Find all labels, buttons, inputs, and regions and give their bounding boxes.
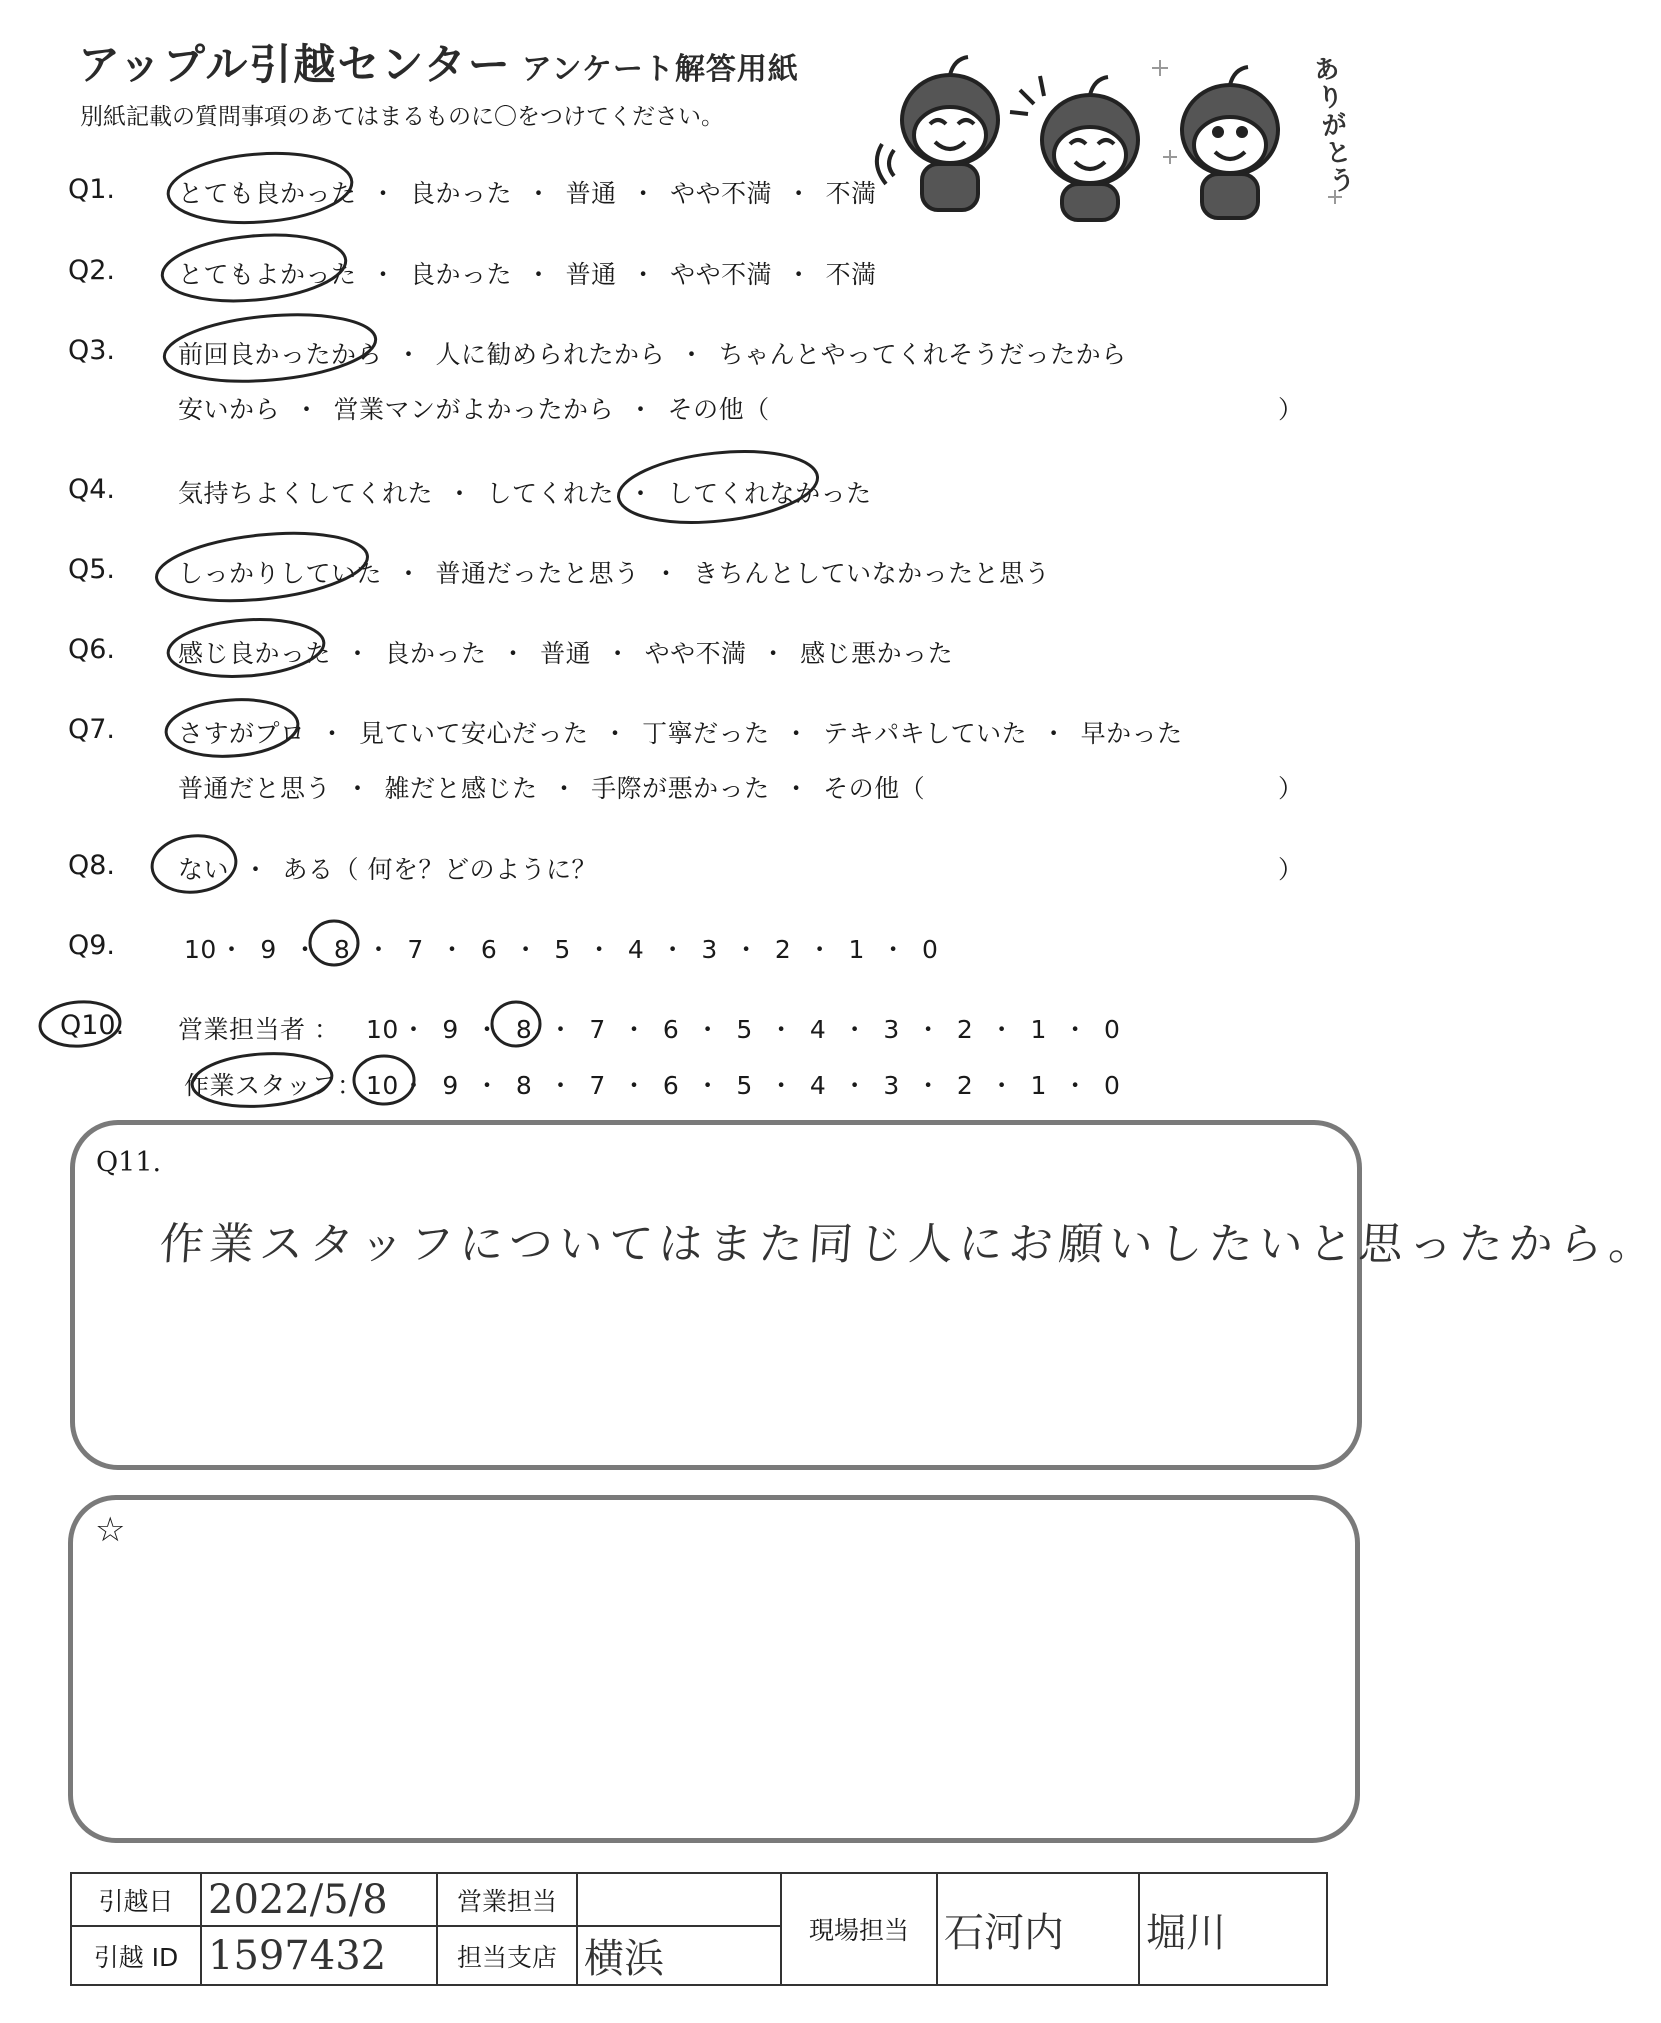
q3-option[interactable]: 前回良かったから <box>178 340 383 369</box>
q8-option[interactable]: ある（ 何を？どのように？ <box>282 855 597 884</box>
star-icon: ☆ <box>95 1510 126 1550</box>
q10-sales-score[interactable]: 10 <box>366 1015 399 1044</box>
move-date-value: 2022/5/8 <box>201 1873 437 1926</box>
q6-options: 感じ良かった ・ 良かった ・ 普通 ・ やや不満 ・ 感じ悪かった <box>178 634 953 670</box>
q2-options: とてもよかった ・ 良かった ・ 普通 ・ やや不満 ・ 不満 <box>178 255 877 291</box>
q10-sales-score[interactable]: 6 <box>662 1015 680 1044</box>
move-date-label: 引越日 <box>71 1873 201 1926</box>
thanks-text: ありがとう <box>1307 53 1357 197</box>
q10-sales-scale: 10・ 9 ・ 8 ・ 7 ・ 6 ・ 5 ・ 4 ・ 3 ・ 2 ・ 1 ・ 0 <box>366 1010 1123 1046</box>
q9-score[interactable]: 1 <box>848 935 865 964</box>
q10-sales-score[interactable]: 7 <box>589 1015 606 1044</box>
q10-sales-label: 営業担当者 ： <box>178 1015 340 1044</box>
q1-label: Q1. <box>68 174 116 205</box>
q1-option[interactable]: とても良かった <box>178 179 357 208</box>
q10-sales-score[interactable]: 0 <box>1103 1015 1121 1044</box>
q2-option[interactable]: 良かった <box>410 260 513 289</box>
monkey-right-icon <box>1182 67 1278 218</box>
branch-value: 横浜 <box>577 1926 781 1985</box>
q5-option[interactable]: 普通だったと思う <box>435 559 640 588</box>
q7-close-paren: ） <box>1278 774 1304 803</box>
q10-staff-score[interactable]: 2 <box>956 1071 974 1100</box>
q10-staff-score[interactable]: 8 <box>515 1071 533 1100</box>
q3-options-line2: 安いから ・ 営業マンがよかったから ・ その他（ <box>178 390 770 426</box>
q3-option-other[interactable]: その他（ <box>667 395 770 424</box>
move-id-label: 引越 ID <box>71 1926 201 1985</box>
q9-score[interactable]: 4 <box>627 935 645 964</box>
q6-option[interactable]: 普通 <box>540 639 592 668</box>
q7-option[interactable]: 見ていて安心だった <box>359 719 589 748</box>
monkey-left-icon <box>877 57 998 210</box>
sales-rep-label: 営業担当 <box>437 1873 577 1926</box>
monkey-middle-icon <box>1010 76 1138 220</box>
q10-staff-score[interactable]: 4 <box>809 1071 827 1100</box>
q4-option[interactable]: してくれなかった <box>667 479 872 508</box>
q10-staff-score[interactable]: 0 <box>1103 1071 1121 1100</box>
q11-handwritten-answer: 作業スタッフについてはまた同じ人にお願いしたいと思ったから。 <box>157 1219 1661 1270</box>
q9-scale: 10・ 9 ・ 8 ・ 7 ・ 6 ・ 5 ・ 4 ・ 3 ・ 2 ・ 1 ・ 0 <box>184 930 941 966</box>
branch-label: 担当支店 <box>437 1926 577 1985</box>
q1-option[interactable]: 普通 <box>565 179 617 208</box>
q5-options: しっかりしていた ・ 普通だったと思う ・ きちんとしていなかったと思う <box>178 554 1050 590</box>
q10-staff-score[interactable]: 5 <box>736 1071 753 1100</box>
q8-option[interactable]: ない <box>178 855 230 884</box>
site-staff-1: 石河内 <box>937 1873 1139 1985</box>
q2-label: Q2. <box>68 255 116 286</box>
comment-box[interactable] <box>68 1495 1360 1843</box>
q9-label: Q9. <box>68 930 116 961</box>
q7-option[interactable]: 普通だと思う <box>178 774 332 803</box>
q11-answer-box[interactable] <box>70 1120 1362 1470</box>
q3-options-line1: 前回良かったから ・ 人に勧められたから ・ ちゃんとやってくれそうだったから <box>178 335 1127 371</box>
q9-score[interactable]: 9 <box>260 935 277 964</box>
q4-option[interactable]: してくれた <box>486 479 615 508</box>
q7-label: Q7. <box>68 714 116 745</box>
q10-sales-score[interactable]: 4 <box>809 1015 827 1044</box>
q7-option[interactable]: 手際が悪かった <box>591 774 770 803</box>
q10-staff-score[interactable]: 1 <box>1030 1071 1047 1100</box>
q9-score[interactable]: 5 <box>554 935 571 964</box>
q10-staff-label: 作業スタッフ： <box>184 1071 363 1100</box>
instructions: 別紙記載の質問事項のあてはまるものに〇をつけてください。 <box>80 104 724 130</box>
q3-option[interactable]: 営業マンがよかったから <box>333 395 615 424</box>
q7-option-other[interactable]: その他（ <box>823 774 926 803</box>
q3-option[interactable]: 人に勧められたから <box>435 340 666 369</box>
q10-sales-score[interactable]: 9 <box>442 1015 459 1044</box>
q4-option[interactable]: 気持ちよくしてくれた <box>178 479 434 508</box>
q9-score[interactable]: 2 <box>774 935 792 964</box>
company-name: アップル引越センター <box>78 40 512 89</box>
q5-option[interactable]: しっかりしていた <box>178 559 383 588</box>
q10-sales-score[interactable]: 5 <box>736 1015 753 1044</box>
q10-staff-scale: 10・ 9 ・ 8 ・ 7 ・ 6 ・ 5 ・ 4 ・ 3 ・ 2 ・ 1 ・ 0 <box>366 1066 1123 1102</box>
q9-score[interactable]: 7 <box>407 935 424 964</box>
q3-option[interactable]: ちゃんとやってくれそうだったから <box>718 340 1127 369</box>
q9-score[interactable]: 8 <box>333 935 351 964</box>
q6-option[interactable]: やや不満 <box>644 639 747 668</box>
q3-label: Q3. <box>68 335 116 366</box>
q10-staff-score[interactable]: 9 <box>442 1071 459 1100</box>
q6-label: Q6. <box>68 634 116 665</box>
q7-option[interactable]: 早かった <box>1080 719 1183 748</box>
q7-option[interactable]: 丁寧だった <box>642 719 770 748</box>
q8-label: Q8. <box>68 850 116 881</box>
site-staff-label: 現場担当 <box>781 1873 937 1985</box>
monkey-mascot-icon <box>880 40 1350 220</box>
q2-option[interactable]: やや不満 <box>670 260 773 289</box>
q1-options: とても良かった ・ 良かった ・ 普通 ・ やや不満 ・ 不満 <box>178 174 877 210</box>
q9-score[interactable]: 6 <box>480 935 498 964</box>
q10-staff-score[interactable]: 3 <box>883 1071 900 1100</box>
q5-option[interactable]: きちんとしていなかったと思う <box>693 559 1051 588</box>
q6-option[interactable]: 感じ悪かった <box>800 639 954 668</box>
form-subtitle: アンケート解答用紙 <box>521 52 799 87</box>
q7-option[interactable]: さすがプロ <box>178 719 306 748</box>
q10-label: Q10. <box>60 1010 125 1041</box>
q4-label: Q4. <box>68 474 116 505</box>
q2-option[interactable]: 不満 <box>825 260 877 289</box>
q9-score[interactable]: 0 <box>921 935 939 964</box>
q7-option[interactable]: 雑だと感じた <box>384 774 538 803</box>
q3-option[interactable]: 安いから <box>178 395 281 424</box>
form-title <box>78 32 799 92</box>
q10-sales-score[interactable]: 1 <box>1030 1015 1047 1044</box>
q3-close-paren: ） <box>1278 395 1304 424</box>
q1-option[interactable]: やや不満 <box>670 179 773 208</box>
q11-label: Q11. <box>96 1147 162 1178</box>
q10-staff-score[interactable]: 7 <box>589 1071 606 1100</box>
q5-label: Q5. <box>68 554 116 585</box>
q7-options-line2: 普通だと思う ・ 雑だと感じた ・ 手際が悪かった ・ その他（ <box>178 769 925 805</box>
q10-staff-score[interactable]: 10 <box>366 1071 399 1100</box>
sales-rep-value <box>577 1873 781 1926</box>
q9-score[interactable]: 3 <box>701 935 718 964</box>
q7-option[interactable]: テキパキしていた <box>823 719 1028 748</box>
q9-score[interactable]: 10 <box>184 935 217 964</box>
q6-option[interactable]: 感じ良かった <box>178 639 332 668</box>
q10-sales-score[interactable]: 3 <box>883 1015 900 1044</box>
q8-close-paren: ） <box>1278 855 1304 884</box>
q10-sales-score[interactable]: 2 <box>956 1015 974 1044</box>
q4-options: 気持ちよくしてくれた ・ してくれた ・ してくれなかった <box>178 474 872 510</box>
q10-staff-score[interactable]: 6 <box>662 1071 680 1100</box>
move-id-value: 1597432 <box>201 1926 437 1985</box>
q1-option[interactable]: 良かった <box>410 179 513 208</box>
q1-option[interactable]: 不満 <box>825 179 877 208</box>
footer-info-table <box>70 1872 1328 1986</box>
site-staff-2: 堀川 <box>1139 1873 1327 1985</box>
q8-options: ない ・ ある（ 何を？どのように？ <box>178 850 597 886</box>
q6-option[interactable]: 良かった <box>384 639 487 668</box>
q7-options-line1: さすがプロ ・ 見ていて安心だった ・ 丁寧だった ・ テキパキしていた ・ 早かった <box>178 714 1183 750</box>
q10-sales-score[interactable]: 8 <box>515 1015 533 1044</box>
q2-option[interactable]: とてもよかった <box>178 260 357 289</box>
q2-option[interactable]: 普通 <box>565 260 617 289</box>
